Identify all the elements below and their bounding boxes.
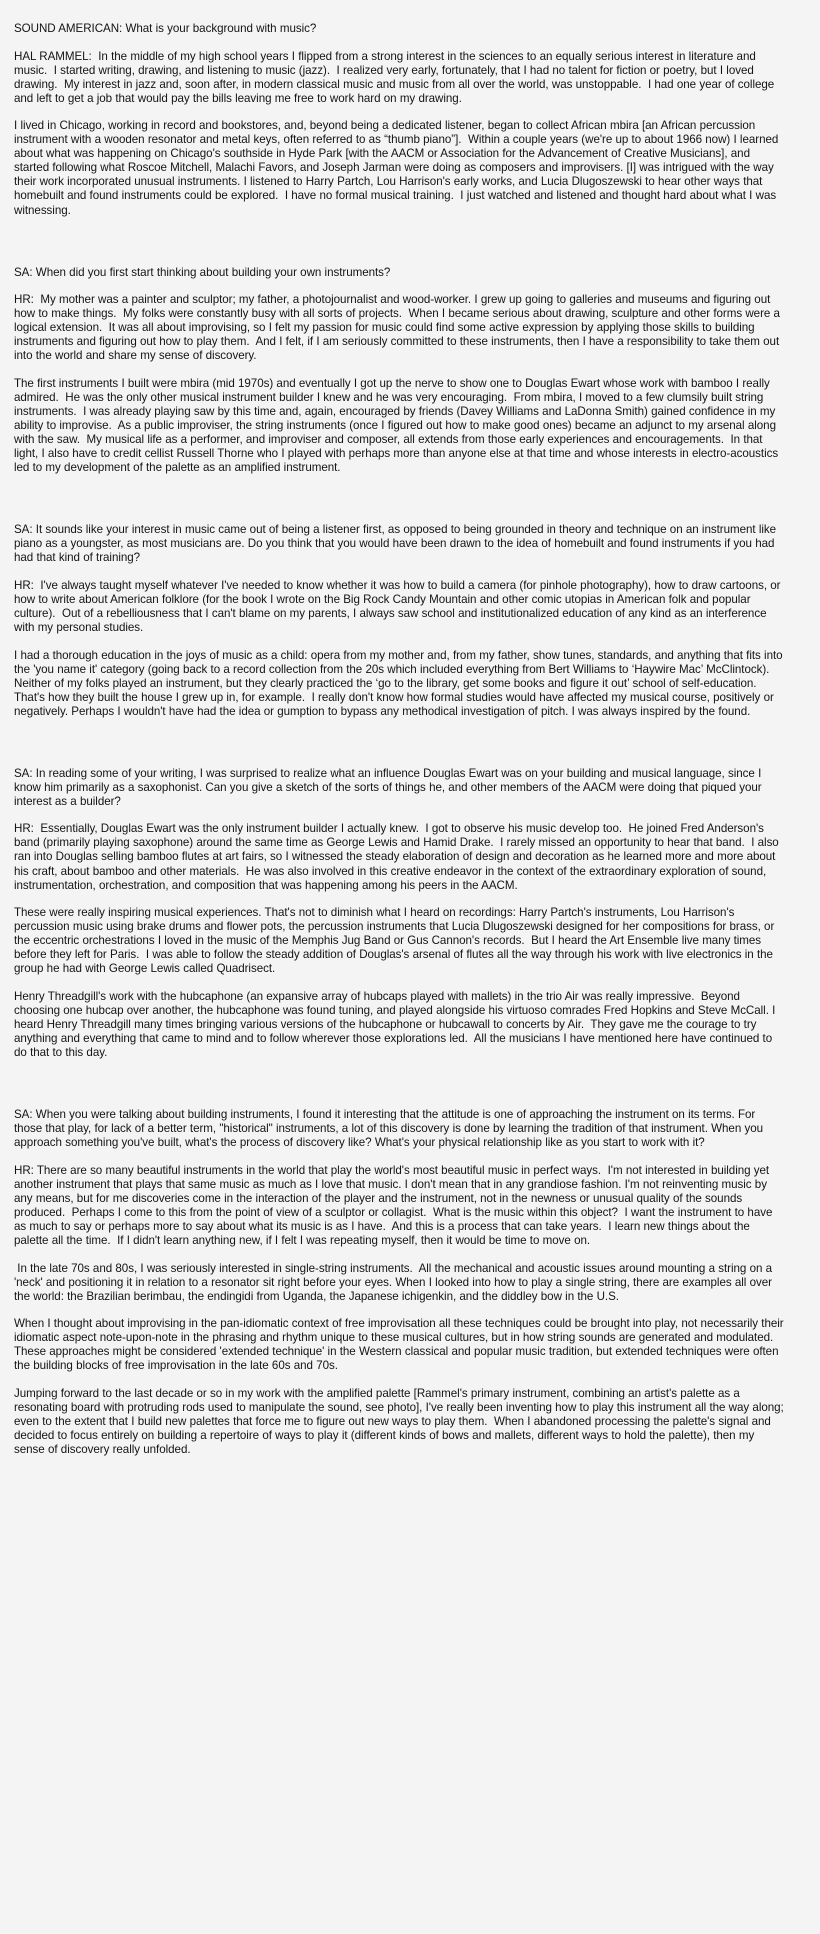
transcript-paragraph: HR: I've always taught myself whatever I've needed to know whether it was how to build a camera (for pinhole photography), how to draw cartoons, or how to write about American folklore (for the book I wrote on the Big Rock Candy Mountain and other comic utopias in American folk and popular culture). Out of a rebelliousness that I can't blame on my parents, I always saw school and institutionalized education of any kind as an interference with my personal studies. bbox=[14, 578, 784, 634]
transcript-paragraph: SOUND AMERICAN: What is your background with music? bbox=[14, 22, 317, 35]
transcript-paragraph: Jumping forward to the last decade or so in my work with the amplified palette [Rammel's primary instrument, combining an artist's palette as a resonating board with protruding rods used to manipulate the sound, see photo], I've really been inventing how to play this instrument all the way along; even to the extent that I build new palettes that force me to figure out new ways to play them. When I abandoned processing the palette's signal and decided to focus entirely on building a repertoire of ways to play it (different kinds of bows and mallets, different ways to hold the palette), then my sense of discovery really unfolded. bbox=[14, 1386, 787, 1457]
transcript-paragraph: When I thought about improvising in the pan-idiomatic context of free improvisation all these techniques could be brought into play, not necessarily their idiomatic aspect note-upon-note in the phrasing and rhythm unique to these musical cultures, but in how string sounds are generated and modulated. These approaches might be considered 'extended technique' in the Western classical and popular music tradition, but extended techniques were often the building blocks of free improvisation in the late 60s and 70s. bbox=[14, 1317, 787, 1373]
transcript-paragraph: HR: My mother was a painter and sculptor; my father, a photojournalist and wood-worker. I grew up going to galleries and museums and figuring out how to make things. My folks were constantly busy with all sorts of projects. When I became serious about drawing, sculpture and other forms were a logical extension. It was all about improvising, so I felt my passion for music could find some active expression by applying those skills to building instruments and figuring out how to play them. And I felt, if I am seriously committed to these instruments, then I have a responsibility to take them out into the world and share my sense of discovery. bbox=[14, 293, 784, 363]
transcript-paragraph: Henry Threadgill's work with the hubcaphone (an expansive array of hubcaps played with mallets) in the trio Air was really impressive. Beyond choosing one hubcap over another, the hubcaphone was found tuning, and played alongside his virtuoso comrades Fred Hopkins and Steve McCall. I heard Henry Threadgill many times bringing various versions of the hubcaphone or hubcawall to concerts by Air. They gave me the courage to try anything and everything that came to mind and to follow wherever those explorations led. All the musicians I have mentioned here have continued to do that to this day. bbox=[14, 989, 779, 1060]
transcript-paragraph: SA: In reading some of your writing, I was surprised to realize what an influence Douglas Ewart was on your building and musical language, since I know him primarily as a saxophonist. Can you give a sketch of the sorts of things he, and other members of the AACM were doing that piqued your interest as a builder? bbox=[14, 766, 765, 808]
transcript-paragraph: HR: Essentially, Douglas Ewart was the only instrument builder I actually knew. I got to observe his music develop too. He joined Fred Anderson's band (primarily playing saxophone) around the same time as George Lewis and Hamid Drake. I rarely missed an opportunity to hear that band. I also ran into Douglas selling bamboo flutes at art fairs, so I witnessed the steady elaboration of design and decoration as he learned more and more about his craft, about bamboo and other materials. He was also involved in this creative endeavor in the context of the extraordinary exploration of sound, instrumentation, orchestration, and composition that was happening among his peers in the AACM. bbox=[14, 822, 782, 892]
transcript-paragraph: In the late 70s and 80s, I was seriously interested in single-string instruments. All the mechanical and acoustic issues around mounting a string on a 'neck' and positioning it in relation to a resonator sit right before your eyes. When I looked into how to play a single string, there are examples all over the world: the Brazilian berimbau, the endingidi from Uganda, the Japanese ichigenkin, and the diddley bow in the U.S. bbox=[14, 1261, 776, 1303]
transcript-paragraph: HAL RAMMEL: In the middle of my high school years I flipped from a strong interest in the sciences to an equally serious interest in literature and music. I started writing, drawing, and listening to music (jazz). I realized very early, fortunately, that I had no talent for fiction or poetry, but I loved drawing. My interest in jazz and, soon after, in modern classical music and music from all over the world, was unstoppable. I had one year of college and left to get a job that would pay the bills leaving me free to work hard on my drawing. bbox=[14, 49, 778, 105]
transcript-paragraph: I lived in Chicago, working in record and bookstores, and, beyond being a dedicated listener, began to collect African mbira [an African percussion instrument with a wooden resonator and metal keys, often referred to as “thumb piano”]. Within a couple years (we're up to about 1966 now) I learned about what was happening on Chicago's southside in Hyde Park [with the AACM or Association for the Advancement of Creative Musicians], and started following what Roscoe Mitchell, Malachi Favors, and Joseph Jarman were doing as composers and improvisers. [I] was intrigued with the way their work incorporated unusual instruments. I listened to Harry Partch, Lou Harrison's early works, and Lucia Dlugoszewski to hear other ways that homebuilt and found instruments could be explored. I have no formal musical training. I just watched and listened and thought hard about what I was witnessing. bbox=[14, 119, 782, 217]
transcript-paragraph: SA: It sounds like your interest in music came out of being a listener first, as opposed to being grounded in theory and technique on an instrument like piano as a youngster, as most musicians are. Do you think that you would have been drawn to the idea of homebuilt and found instruments if you had had that kind of training? bbox=[14, 523, 780, 565]
transcript-paragraph: These were really inspiring musical experiences. That's not to diminish what I heard on recordings: Harry Partch's instruments, Lou Harrison's percussion music using brake drums and flower pots, the percussion instruments that Lucia Dlugoszewski designed for her compositions for brass, or the eccentric orchestrations I loved in the music of the Memphis Jug Band or Gus Cannon's records. But I heard the Art Ensemble live many times before they left for Paris. I was able to follow the steady addition of Douglas's arsenal of flutes all the way through his work with live electronics in the group he had with George Lewis called Quadrisect. bbox=[14, 906, 778, 976]
transcript-body bbox=[14, 22, 786, 1457]
transcript-paragraph: SA: When did you first start thinking about building your own instruments? bbox=[14, 265, 391, 279]
transcript-paragraph: I had a thorough education in the joys of music as a child: opera from my mother and, from my father, show tunes, standards, and anything that fits into the 'you name it' category (going back to a record collection from the 20s which included everything from Bert Williams to ‘Haywire Mac’ McClintock). Neither of my folks played an instrument, but they clearly practiced the ‘go to the library, get some books and figure it out’ school of self-education. That's how they built the house I grew up in, for example. I really don't know how formal studies would have affected my musical course, positively or negatively. Perhaps I wouldn't have had the idea or gumption to bypass any methodical investigation of pitch. I was always inspired by the found. bbox=[14, 648, 786, 718]
transcript-paragraph: HR: There are so many beautiful instruments in the world that play the world's most beautiful music in perfect ways. I'm not interested in building yet another instrument that plays that same music as much as I love that music. I don't mean that in any grandiose fashion. I'm not reinventing music by any means, but for me discoveries come in the interaction of the player and the instrument, not in the newness or unusual quality of the sounds produced. Perhaps I come to this from the point of view of a sculptor or collagist. What is the music within this object? I want the instrument to have as much to say or perhaps more to say about what its music is as I have. And this is a process that can take years. I learn new things about the palette all the time. If I didn't learn anything new, if I felt I was repeating myself, then it would be time to move on. bbox=[14, 1163, 776, 1247]
transcript-paragraph: The first instruments I built were mbira (mid 1970s) and eventually I got up the nerve to show one to Douglas Ewart whose work with bamboo I really admired. He was the only other musical instrument builder I knew and he was very encouraging. From mbira, I moved to a few clumsily built string instruments. I was already playing saw by this time and, again, encouraged by friends (Davey Williams and LaDonna Smith) gained confidence in my ability to improvise. As a public improviser, the string instruments (once I figured out how to make good ones) became an adjunct to my arsenal along with the saw. My musical life as a performer, and improviser and composer, all extends from those early experiences and encouragements. In that light, I also have to credit cellist Russell Thorne who I played with perhaps more than anyone else at that time and whose interests in electro-acoustics led to my development of the palette as an amplified instrument. bbox=[14, 376, 782, 475]
transcript-paragraph: SA: When you were talking about building instruments, I found it interesting that the attitude is one of approaching the instrument on its terms. For those that play, for lack of a better term, "historical" instruments, a lot of this discovery is done by learning the tradition of that instrument. When you approach something you've built, what's the process of discovery like? What's your physical relationship like as you start to work with it? bbox=[14, 1108, 767, 1150]
